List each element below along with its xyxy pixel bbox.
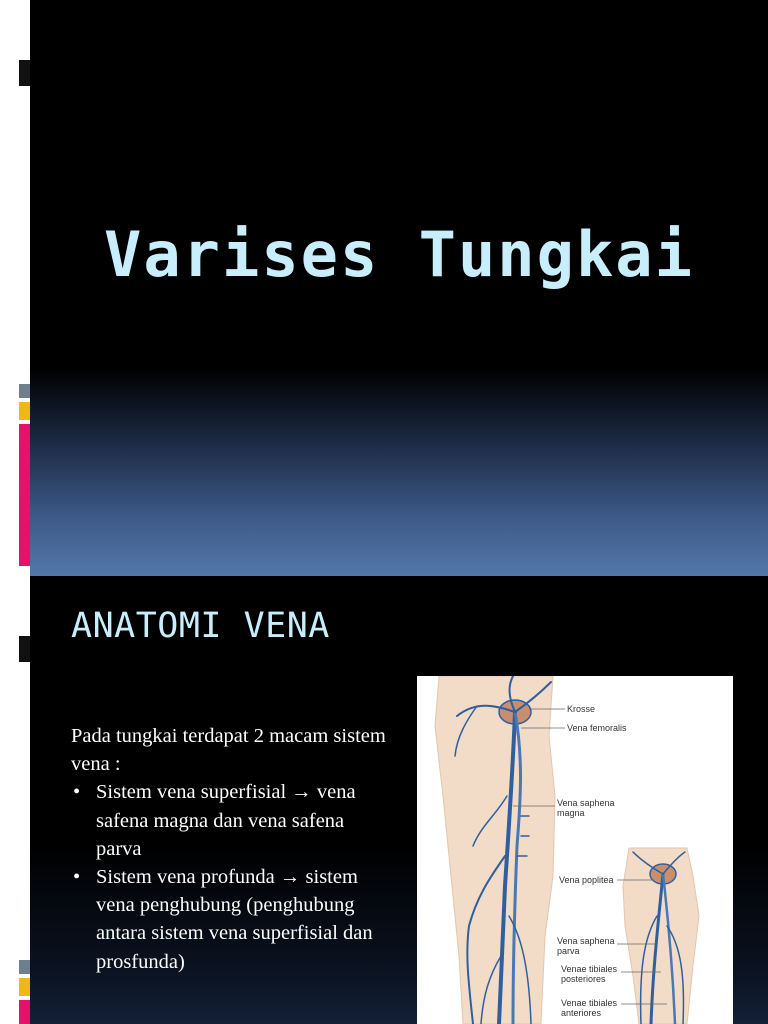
slide-edge-marker	[19, 960, 30, 974]
slide-body	[71, 722, 391, 976]
label-line: posteriores	[561, 974, 606, 984]
bullet-item	[71, 778, 391, 863]
bullet-item	[71, 863, 391, 976]
label-vena-poplitea: Vena poplitea	[559, 875, 614, 885]
slide-edge-marker	[19, 60, 30, 86]
bullet-list	[71, 778, 391, 975]
label-venae-tibiales-posteriores	[561, 964, 617, 984]
bullet-text: Sistem vena profunda → sistem vena penghubung (penghubung antara sistem vena superfisial dan prosfunda)	[96, 866, 373, 973]
label-line: Vena saphena	[557, 798, 615, 808]
slide-edge-marker	[19, 978, 30, 996]
bullet-text: Sistem vena superfisial → vena safena magna dan vena safena parva	[96, 781, 356, 860]
label-krosse: Krosse	[567, 704, 596, 714]
slide-edge-marker	[19, 1000, 30, 1024]
label-line: Vena saphena	[557, 936, 615, 946]
slide-edge-marker	[19, 636, 30, 662]
slide-2[interactable]	[30, 576, 768, 1024]
label-line: Venae tibiales	[561, 964, 618, 974]
slide-1[interactable]	[30, 0, 768, 576]
label-venae-tibiales-anteriores	[561, 998, 617, 1018]
slide-edge-marker	[19, 384, 30, 398]
slide-edge-marker	[19, 402, 30, 420]
bullet-dot: •	[73, 866, 81, 889]
label-line: magna	[557, 808, 585, 818]
slide-heading: ANATOMI VENA	[71, 606, 330, 646]
leg-vein-anatomy-figure	[417, 676, 733, 1024]
label-vena-femoralis: Vena femoralis	[567, 723, 627, 733]
label-vena-saphena-magna	[557, 798, 615, 818]
label-vena-saphena-parva	[557, 936, 615, 956]
bullet-dot: •	[73, 781, 81, 804]
slide-title: Varises Tungkai	[104, 218, 694, 291]
slide-edge-marker	[19, 424, 30, 566]
intro-text: Pada tungkai terdapat 2 macam sistem vena :	[71, 725, 386, 776]
label-line: parva	[557, 946, 580, 956]
label-line: anteriores	[561, 1008, 602, 1018]
label-line: Venae tibiales	[561, 998, 618, 1008]
